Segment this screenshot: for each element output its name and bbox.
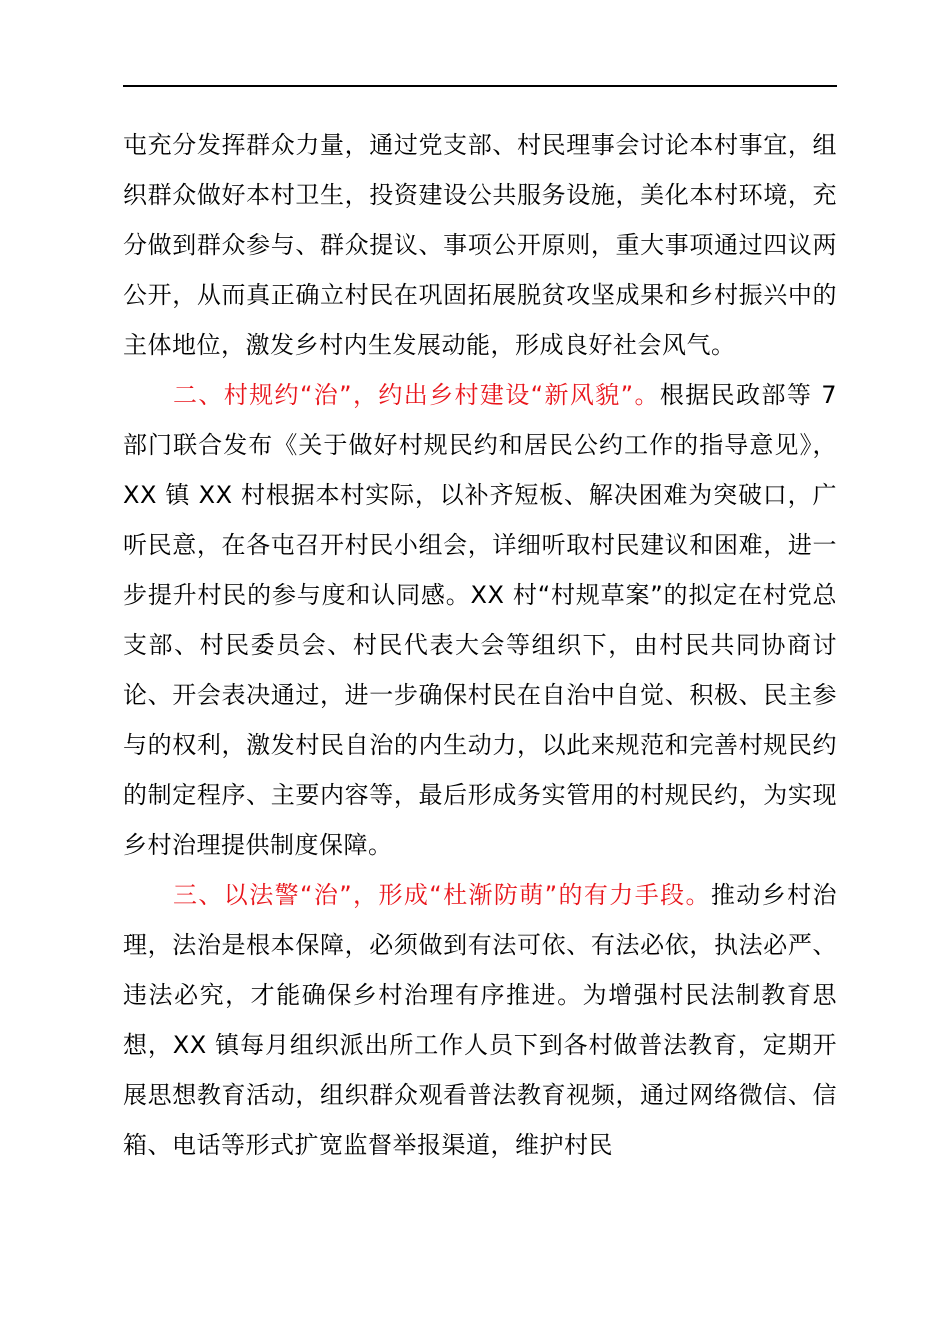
section-2-body: 根据民政部等 7 部门联合发布《关于做好村规民约和居民公约工作的指导意见》，XX 镇 XX 村根据本村实际，以补齐短板、解决困难为突破口，广听民意，在各屯召开村民小组会，详细听取村民建议和困难，进一步提升村民的参与度和认同感。XX 村“村规草案”的拟定在村党总支部、村民委员会、村民代表大会等组织下，由村民共同协商讨论、开会表决通过，进一步确保村民在自治中自觉、积极、民主参与的权利，激发村民自治的内生动力，以此来规范和完善村规民约的制定程序、主要内容等，最后形成务实管用的村规民约，为实现乡村治理提供制度保障。 [123, 381, 838, 859]
section-3-body: 推动乡村治理，法治是根本保障，必须做到有法可依、有法必依，执法必严、违法必究，才能确保乡村治理有序推进。为增强村民法制教育思想，XX 镇每月组织派出所工作人员下到各村做普法教育，定期开展思想教育活动，组织群众观看普法教育视频，通过网络微信、信箱、电话等形式扩宽监督举报渠道，维护村民 [123, 881, 838, 1159]
section-3-paragraph [123, 870, 837, 1170]
paragraph-continuation: 屯充分发挥群众力量，通过党支部、村民理事会讨论本村事宜，组织群众做好本村卫生，投资建设公共服务设施，美化本村环境，充分做到群众参与、群众提议、事项公开原则，重大事项通过四议两公开，从而真正确立村民在巩固拓展脱贫攻坚成果和乡村振兴中的主体地位，激发乡村内生发展动能，形成良好社会风气。 [123, 131, 837, 359]
section-3-heading: 三、以法警“治”，形成“杜渐防萌”的有力手段。 [173, 881, 711, 909]
section-2-paragraph [123, 370, 837, 870]
header-rule [123, 85, 837, 87]
section-2-heading: 二、村规约“治”，约出乡村建设“新风貌”。 [173, 381, 660, 409]
document-body [123, 120, 837, 1170]
